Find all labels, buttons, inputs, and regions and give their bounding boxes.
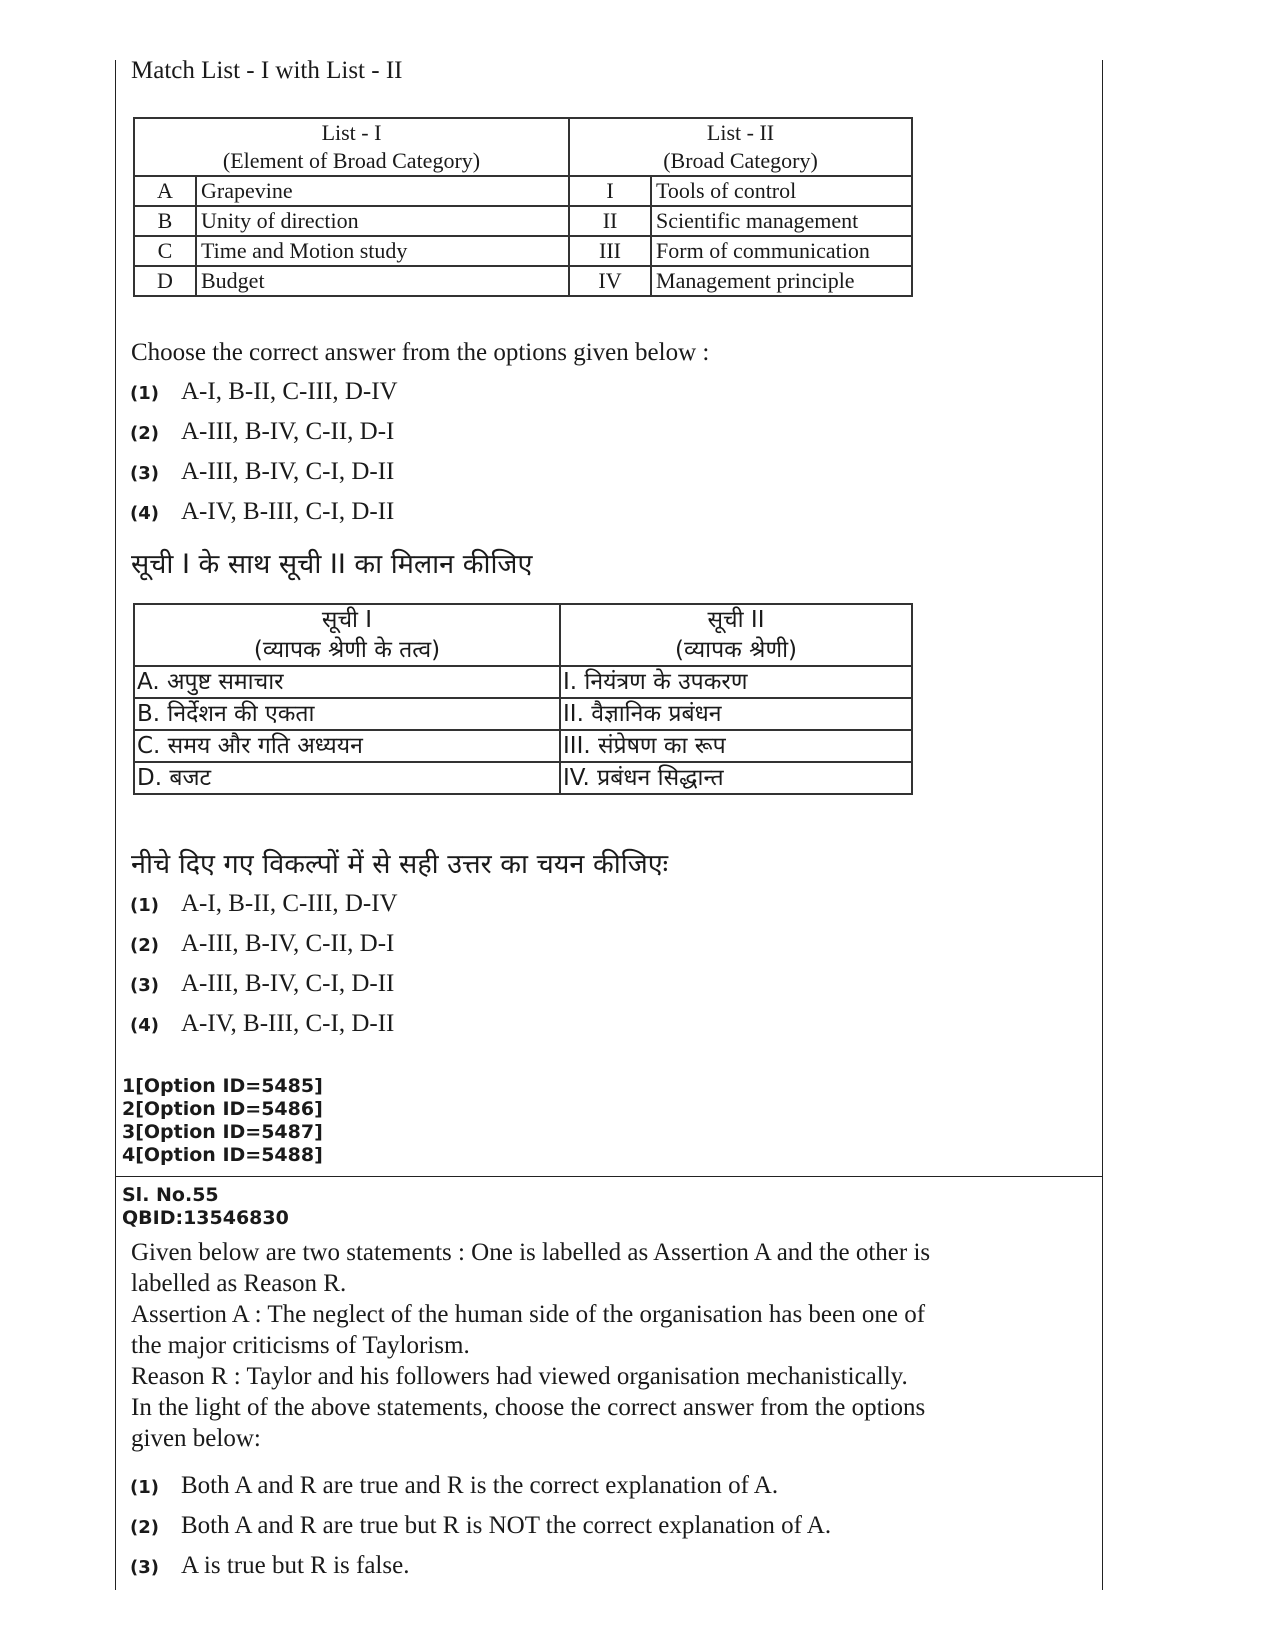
table-header-left: List - I (Element of Broad Category) [134, 118, 569, 176]
option-1[interactable]: (1) Both A and R are true and R is the correct explanation of A. [130, 1472, 779, 1499]
options-list-en [130, 378, 398, 538]
left-border [115, 60, 116, 1590]
table-row: B. निर्देशन की एकता II. वैज्ञानिक प्रबंधन [134, 698, 912, 730]
option-2[interactable]: (2) A-III, B-IV, C-II, D-I [130, 418, 395, 445]
table-row: C. समय और गति अध्ययन III. संप्रेषण का रूप [134, 730, 912, 762]
option-1-hi[interactable]: (1) A-I, B-II, C-III, D-IV [130, 890, 398, 917]
table-row: A Grapevine I Tools of control [134, 176, 912, 206]
table-header-right-hi: सूची II (व्यापक श्रेणी) [560, 604, 912, 666]
option-2-hi[interactable]: (2) A-III, B-IV, C-II, D-I [130, 930, 395, 957]
option-3[interactable]: (3) A-III, B-IV, C-I, D-II [130, 458, 395, 485]
option-ids: 1[Option ID=5485] 2[Option ID=5486] 3[Option ID=5487] 4[Option ID=5488] [122, 1075, 323, 1166]
option-4-hi[interactable]: (4) A-IV, B-III, C-I, D-II [130, 1010, 395, 1037]
choose-instruction-en: Choose the correct answer from the options given below : [131, 339, 710, 366]
table-row: C Time and Motion study III Form of communication [134, 236, 912, 266]
option-3[interactable]: (3) A is true but R is false. [130, 1552, 410, 1579]
table-header-right: List - II (Broad Category) [569, 118, 912, 176]
options-list-q55 [130, 1472, 831, 1592]
qbid: QBID:13546830 [122, 1207, 289, 1229]
option-4[interactable]: (4) A-IV, B-III, C-I, D-II [130, 498, 395, 525]
serial-number: Sl. No.55 [122, 1184, 219, 1206]
question-statement: Given below are two statements : One is labelled as Assertion A and the other is labelled as Reason R. Assertion A : The neglect of the human side of the organisation has been one of the major criticisms of Taylorism. Reason R : Taylor and his followers had viewed organisation mechanistically. In the light of the above statements, choose the correct answer from the options given below: [131, 1239, 931, 1452]
right-border [1102, 60, 1103, 1590]
table-row: D Budget IV Management principle [134, 266, 912, 296]
option-3-hi[interactable]: (3) A-III, B-IV, C-I, D-II [130, 970, 395, 997]
table-header-left-hi: सूची I (व्यापक श्रेणी के तत्व) [134, 604, 560, 666]
question-title-en: Match List - I with List - II [131, 57, 403, 84]
options-list-hi [130, 890, 398, 1050]
table-row: A. अपुष्ट समाचार I. नियंत्रण के उपकरण [134, 666, 912, 698]
question-title-hi: सूची I के साथ सूची II का मिलान कीजिए [131, 549, 533, 580]
option-1[interactable]: (1) A-I, B-II, C-III, D-IV [130, 378, 398, 405]
table-row: B Unity of direction II Scientific management [134, 206, 912, 236]
question-meta [122, 1184, 289, 1230]
match-table-en [133, 117, 913, 297]
choose-instruction-hi: नीचे दिए गए विकल्पों में से सही उत्तर का चयन कीजिएः [131, 849, 669, 880]
question-divider [115, 1176, 1103, 1177]
match-table-hi [133, 603, 913, 795]
table-row: D. बजट IV. प्रबंधन सिद्धान्त [134, 762, 912, 794]
option-2[interactable]: (2) Both A and R are true but R is NOT the correct explanation of A. [130, 1512, 832, 1539]
